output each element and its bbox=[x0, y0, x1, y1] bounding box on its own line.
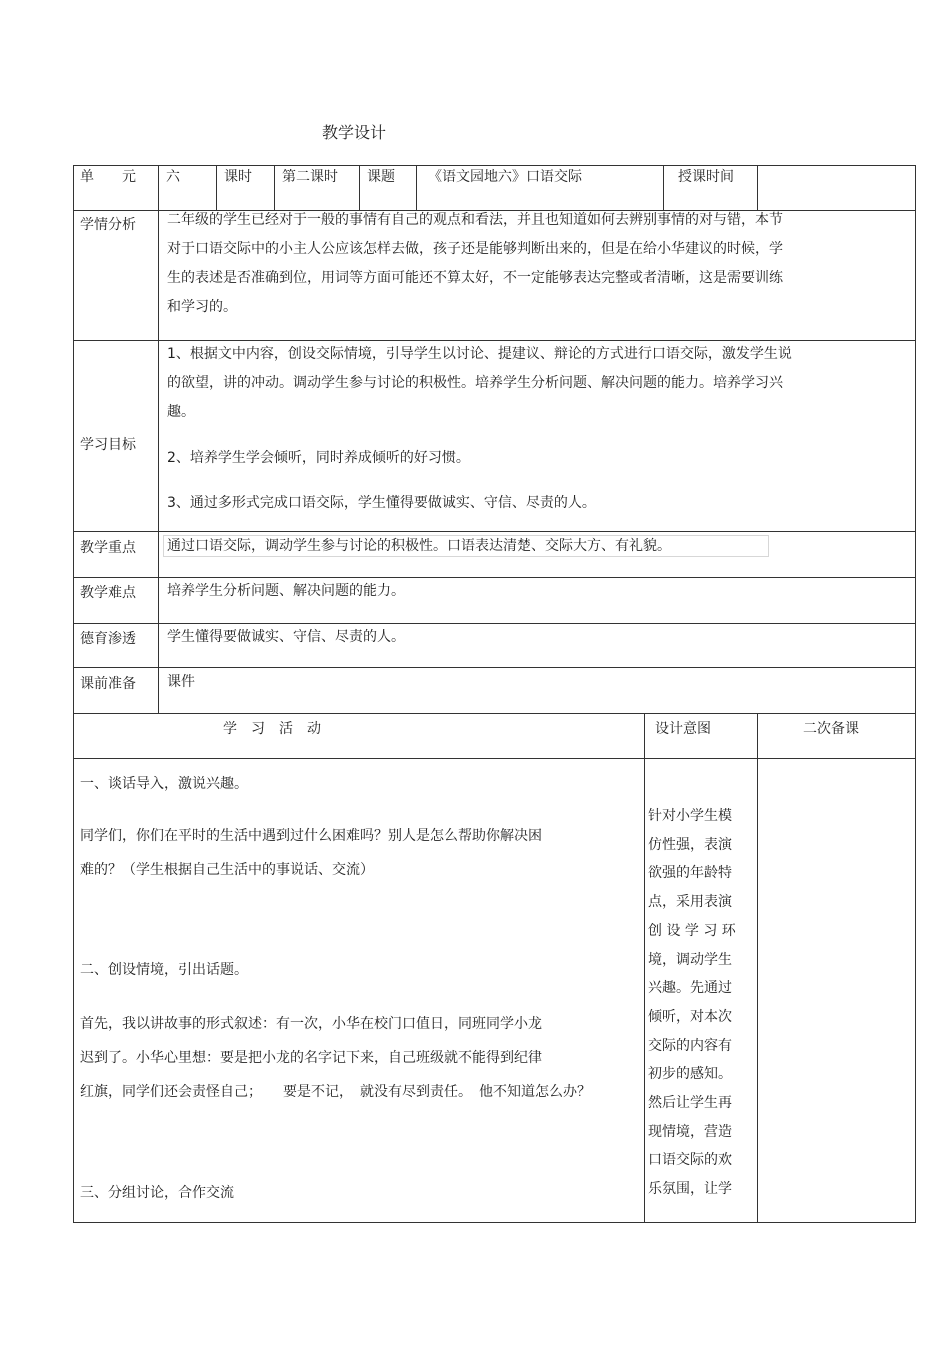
intent-line: 现情境，营造 bbox=[648, 1123, 732, 1140]
goal-line: 趣。 bbox=[167, 404, 195, 420]
column-divider bbox=[274, 165, 275, 210]
topic-label: 课题 bbox=[367, 169, 395, 185]
activity-line: 同学们，你们在平时的生活中遇到过什么困难吗？别人是怎么帮助你解决困 bbox=[80, 828, 542, 844]
column-divider bbox=[663, 165, 664, 210]
section-3-title: 三、分组讨论，合作交流 bbox=[80, 1185, 234, 1201]
analysis-text bbox=[167, 206, 832, 322]
lesson-label: 课时 bbox=[224, 169, 252, 185]
intent-line: 仿性强，表演 bbox=[648, 836, 732, 853]
analysis-line: 和学习的。 bbox=[167, 299, 237, 315]
row-divider bbox=[73, 531, 916, 532]
lesson-value: 第二课时 bbox=[282, 169, 338, 185]
activity-column-header: 学 习 活 动 bbox=[223, 721, 321, 737]
section-2-title: 二、创设情境，引出话题。 bbox=[80, 962, 248, 978]
intent-line: 欲强的年龄特 bbox=[648, 865, 732, 882]
intent-line: 针对小学生模 bbox=[648, 808, 732, 824]
prep-value: 课件 bbox=[167, 674, 195, 690]
key-point-value: 通过口语交际，调动学生参与讨论的积极性。口语表达清楚、交际大方、有礼貌。 bbox=[167, 538, 671, 554]
column-divider bbox=[757, 165, 758, 210]
row-divider bbox=[73, 758, 916, 759]
intent-line: 创 设 学 习 环 bbox=[648, 922, 736, 939]
intent-line: 点，采用表演 bbox=[648, 894, 732, 911]
section-1-title: 一、谈话导入，激说兴趣。 bbox=[80, 776, 248, 792]
unit-value: 六 bbox=[166, 169, 180, 185]
difficulty-value: 培养学生分析问题、解决问题的能力。 bbox=[167, 583, 405, 599]
column-divider bbox=[416, 165, 417, 210]
page-title: 教学设计 bbox=[322, 123, 387, 142]
intent-line: 交际的内容有 bbox=[648, 1037, 732, 1054]
intent-line: 乐氛围，让学 bbox=[648, 1181, 732, 1198]
section-2-text bbox=[80, 1007, 630, 1109]
goals-item-3: 3、通过多形式完成口语交际，学生懂得要做诚实、守信、尽责的人。 bbox=[167, 495, 596, 511]
activity-line: 难的？（学生根据自己生活中的事说话、交流） bbox=[80, 862, 374, 878]
goals-label: 学习目标 bbox=[80, 437, 136, 453]
column-divider bbox=[158, 165, 159, 713]
analysis-line: 二年级的学生已经对于一般的事情有自己的观点和看法，并且也知道如何去辨别事情的对与错，本节 bbox=[167, 212, 783, 228]
key-point-label: 教学重点 bbox=[80, 540, 136, 556]
intent-line: 倾听，对本次 bbox=[648, 1008, 732, 1025]
analysis-line: 对于口语交际中的小主人公应该怎样去做，孩子还是能够判断出来的，但是在给小华建议的时候，学 bbox=[167, 241, 783, 257]
activity-line: 迟到了。小华心里想：要是把小龙的名字记下来，自己班级就不能得到纪律 bbox=[80, 1050, 542, 1066]
revision-column-header: 二次备课 bbox=[803, 721, 859, 737]
column-divider bbox=[757, 713, 758, 1223]
analysis-label: 学情分析 bbox=[80, 217, 136, 233]
activity-line: 首先，我以讲故事的形式叙述：有一次，小华在校门口值日，同班同学小龙 bbox=[80, 1016, 542, 1032]
goal-line: 1、根据文中内容，创设交际情境，引导学生以讨论、提建议、辩论的方式进行口语交际，激发学生说 bbox=[167, 346, 792, 362]
difficulty-label: 教学难点 bbox=[80, 585, 136, 601]
intent-column-header: 设计意图 bbox=[655, 721, 711, 737]
row-divider bbox=[73, 713, 916, 714]
analysis-line: 生的表述是否准确到位，用词等方面可能还不算太好，不一定能够表达完整或者清晰，这是需要训练 bbox=[167, 270, 783, 286]
intent-line: 口语交际的欢 bbox=[648, 1152, 732, 1169]
intent-line: 兴趣。先通过 bbox=[648, 980, 732, 997]
prep-label: 课前准备 bbox=[80, 676, 136, 692]
row-divider bbox=[73, 577, 916, 578]
row-divider bbox=[73, 623, 916, 624]
intent-line: 然后让学生再 bbox=[648, 1095, 732, 1112]
column-divider bbox=[644, 713, 645, 1223]
section-1-text bbox=[80, 819, 580, 887]
time-label: 授课时间 bbox=[678, 169, 734, 185]
goals-item-1 bbox=[167, 340, 832, 427]
design-intent-text bbox=[648, 802, 744, 1204]
moral-value: 学生懂得要做诚实、守信、尽责的人。 bbox=[167, 629, 405, 645]
topic-value: 《语文园地六》口语交际 bbox=[428, 169, 582, 185]
moral-label: 德育渗透 bbox=[80, 631, 136, 647]
activity-line: 红旗，同学们还会责怪自己； 要是不记， 就没有尽到责任。 他不知道怎么办？ bbox=[80, 1084, 591, 1100]
goals-item-2: 2、培养学生学会倾听，同时养成倾听的好习惯。 bbox=[167, 450, 470, 466]
intent-line: 初步的感知。 bbox=[648, 1066, 732, 1083]
row-divider bbox=[73, 667, 916, 668]
unit-label: 单 元 bbox=[80, 169, 136, 185]
column-divider bbox=[216, 165, 217, 210]
column-divider bbox=[359, 165, 360, 210]
intent-line: 境，调动学生 bbox=[648, 951, 732, 968]
goal-line: 的欲望，讲的冲动。调动学生参与讨论的积极性。培养学生分析问题、解决问题的能力。培养学习兴 bbox=[167, 375, 783, 391]
